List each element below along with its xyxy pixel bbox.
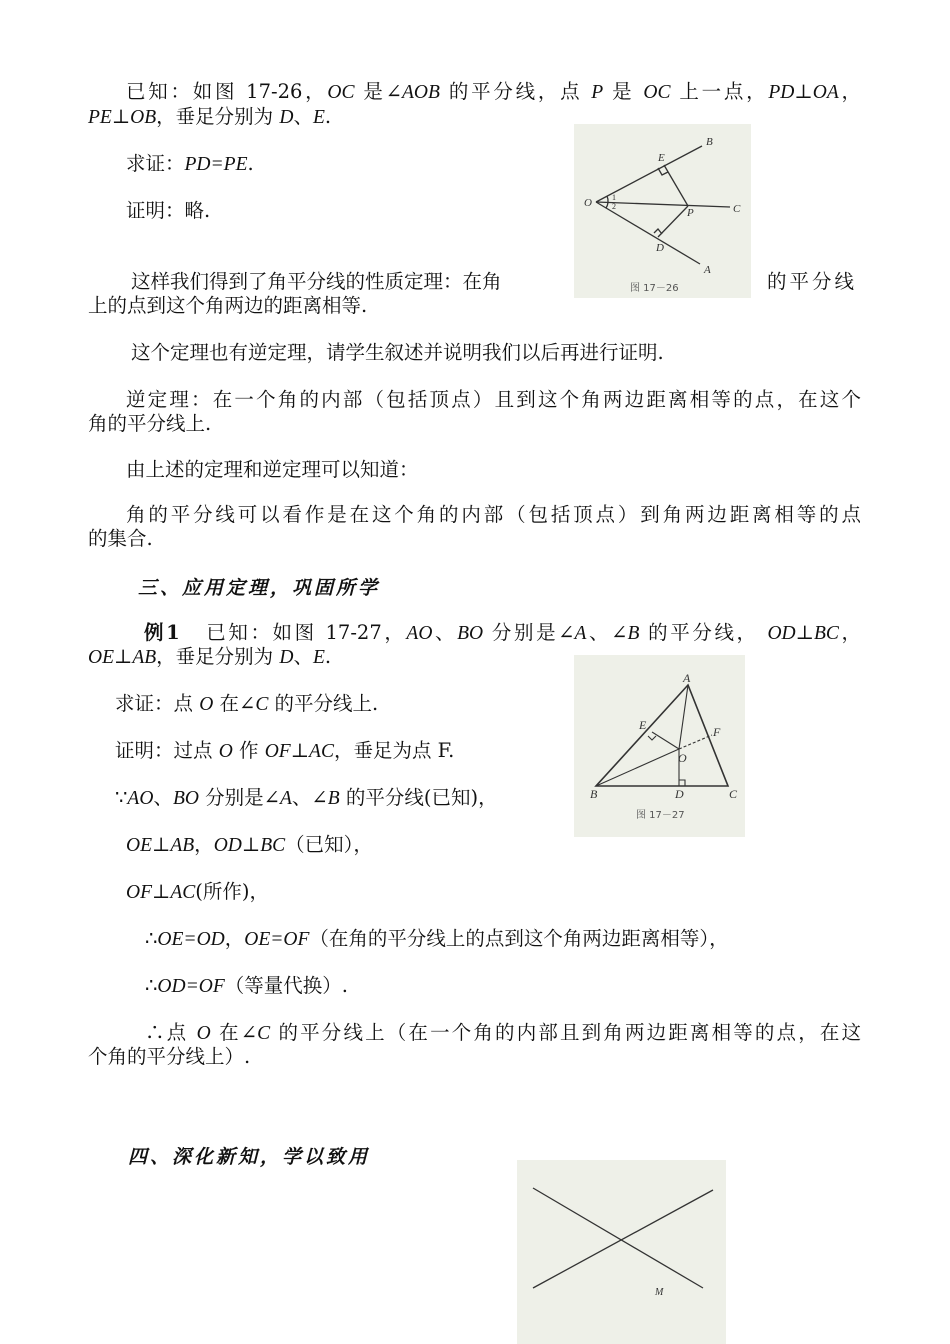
proof-step-7-line-1: ∴点 O 在∠C 的平分线上（在一个角的内部且到角两边距离相等的点，在这: [145, 1021, 862, 1044]
segment-bo: [596, 749, 679, 786]
set-line-1: 角的平分线可以看作是在这个角的内部（包括顶点）到角两边距离相等的点: [126, 503, 861, 526]
label-angle-1: 1: [612, 193, 616, 202]
proof-step-2: ∵AO、BO 分别是∠A、∠B 的平分线(已知)，: [115, 786, 498, 809]
line-1: [533, 1188, 703, 1288]
label-b: B: [706, 136, 713, 148]
figure-17-26-diagram: [574, 124, 751, 298]
given-line-2: PE⊥OB，垂足分别为 D、E.: [88, 105, 332, 128]
label-e: E: [639, 718, 647, 732]
right-angle-mark-d: [679, 780, 685, 786]
converse-intro: 这个定理也有逆定理，请学生叙述并说明我们以后再进行证明.: [131, 341, 664, 364]
intersecting-lines-diagram: [517, 1160, 726, 1344]
theorem-line-1-right: 的平分线: [767, 270, 858, 293]
label-d: D: [675, 787, 684, 801]
example-given-line-1: 例1 已知：如图 17-27，AO、BO 分别是∠A、∠B 的平分线， OD⊥BC，: [144, 621, 861, 644]
proof-step-7-line-2: 个角的平分线上）.: [88, 1045, 251, 1068]
proof-step-3: OE⊥AB，OD⊥BC（已知），: [126, 833, 373, 856]
right-angle-mark-d: [654, 229, 662, 234]
example-given-line-2: OE⊥AB，垂足分别为 D、E.: [88, 645, 332, 668]
ray-oa: [596, 202, 700, 264]
segment-pe: [664, 165, 688, 206]
triangle-abc: [596, 685, 728, 786]
right-angle-mark-e: [648, 736, 656, 740]
label-p: P: [687, 207, 694, 219]
proof-step-6: ∴OD=OF（等量代换）.: [145, 974, 348, 997]
ray-oc: [596, 202, 730, 207]
theorem-line-1-left: 这样我们得到了角平分线的性质定理：在角: [131, 270, 502, 293]
figure-17-27-diagram: [574, 655, 745, 837]
figure-17-27: [574, 655, 745, 837]
proof-step-4: OF⊥AC(所作)，: [126, 880, 269, 903]
label-d: D: [656, 242, 664, 254]
proof-step-1: 证明：过点 O 作 OF⊥AC，垂足为点 F.: [115, 739, 455, 762]
conclusion-intro: 由上述的定理和逆定理可以知道：: [126, 458, 419, 481]
label-a: A: [704, 264, 711, 276]
line-2: [533, 1190, 713, 1288]
segment-of: [679, 735, 712, 749]
converse-line-1: 逆定理：在一个角的内部（包括顶点）且到这个角两边距离相等的点，在这个: [126, 388, 861, 411]
caption-17-26: 图 17－26: [630, 283, 679, 294]
caption-17-27: 图 17－27: [636, 810, 685, 821]
label-b: B: [590, 787, 598, 801]
example-prove: 求证：点 O 在∠C 的平分线上.: [115, 692, 379, 715]
prove-statement: 求证：PD=PE.: [126, 152, 254, 175]
figure-17-26: [574, 124, 751, 298]
angle-arc-1: [607, 196, 608, 202]
theorem-line-2: 上的点到这个角两边的距离相等.: [88, 294, 368, 317]
label-m: M: [655, 1287, 664, 1298]
converse-line-2: 角的平分线上.: [88, 412, 212, 435]
label-c: C: [733, 203, 741, 215]
label-c: C: [729, 787, 738, 801]
label-f: F: [713, 725, 721, 739]
label-angle-2: 2: [612, 202, 616, 211]
label-a: A: [683, 671, 691, 685]
segment-oe: [652, 732, 679, 749]
segment-ao: [679, 685, 688, 749]
set-line-2: 的集合.: [88, 527, 153, 550]
section-heading-3: 三、应用定理，巩固所学: [138, 577, 381, 599]
figure-intersecting-lines: [517, 1160, 726, 1344]
proof-omitted: 证明：略.: [126, 199, 211, 222]
segment-pd: [658, 206, 688, 237]
given-line-1: 已知：如图 17-26，OC 是∠AOB 的平分线，点 P 是 OC 上一点，PD⊥OA，: [126, 80, 861, 103]
label-o: O: [584, 197, 592, 209]
section-heading-4: 四、深化新知，学以致用: [128, 1146, 371, 1168]
label-e: E: [658, 152, 665, 164]
proof-step-5: ∴OE=OD，OE=OF（在角的平分线上的点到这个角两边距离相等），: [145, 927, 729, 950]
label-o: O: [678, 751, 687, 765]
